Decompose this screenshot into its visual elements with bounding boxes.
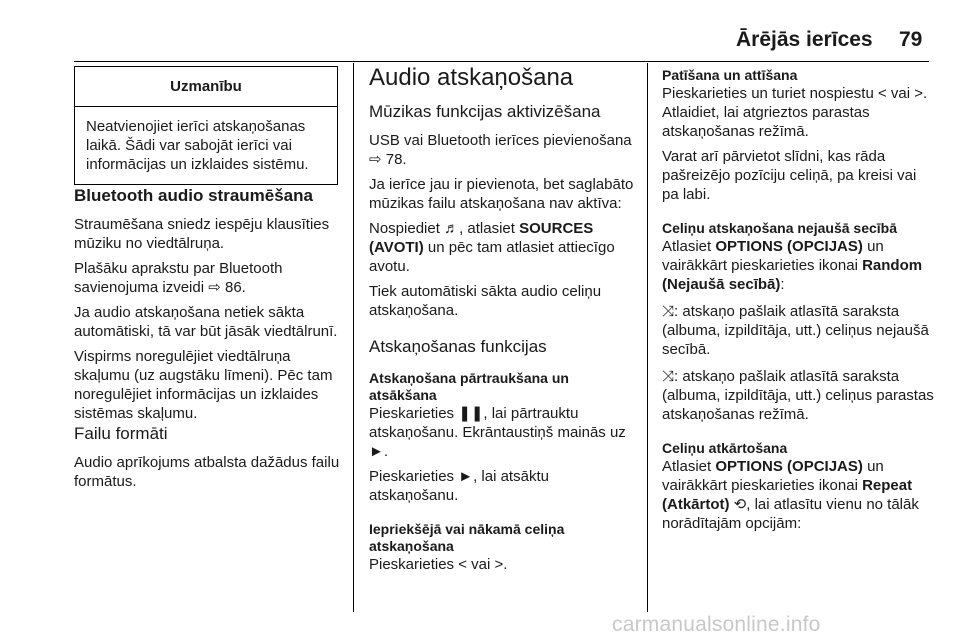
pause-resume-heading: Atskaņošana pārtraukšana un atsākšana xyxy=(369,370,569,403)
watermark: carmanualsonline.info xyxy=(612,613,821,636)
shuffle-on-icon: ⤨ xyxy=(662,303,675,320)
audio-playback-heading: Audio atskaņošana xyxy=(369,64,574,91)
resume-paragraph: Pieskarieties ►, lai atsāktu atskaņošanu. xyxy=(369,468,549,504)
prev-next-heading: Iepriekšējā vai nākamā celiņa atskaņošana xyxy=(369,521,565,554)
column-divider-right xyxy=(647,63,648,612)
file-formats-heading: Failu formāti xyxy=(74,424,168,443)
column-left xyxy=(74,63,340,491)
page-header-title: Ārējās ierīces xyxy=(736,28,873,51)
caution-body: Neatvienojiet ierīci atskaņošanas laikā. Šādi var sabojāt ierīci vai informācijas un izklaides sistēmu. xyxy=(86,118,309,173)
activate-paragraph-3: Nospiediet ♬, atlasiet SOURCES (AVOTI) un pēc tam atlasiet attiecīgo avotu. xyxy=(369,220,615,275)
bt-paragraph-3: Ja audio atskaņošana netiek sākta automātiski, tā var būt jāsāk viedtālrunī. xyxy=(74,304,338,340)
pause-paragraph: Pieskarieties ❚❚, lai pārtrauktu atskaņošanu. Ekrāntaustiņš mainās uz ►. xyxy=(369,405,626,460)
next-icon: > xyxy=(494,556,504,573)
reference-arrow-icon: ⇨ xyxy=(208,279,221,296)
caution-notice xyxy=(74,66,338,185)
options-label: OPTIONS (OPCIJAS) xyxy=(715,238,863,255)
activate-paragraph-4: Tiek automātiski sākta audio celiņu atskaņošana. xyxy=(369,283,602,319)
bluetooth-streaming-heading: Bluetooth audio straumēšana xyxy=(74,186,313,205)
random-heading: Celiņu atskaņošana nejaušā secībā xyxy=(662,220,897,236)
seek-paragraph-1: Pieskarieties un turiet nospiestu < vai >. Atlaidiet, lai atgrieztos parastas atskaņošanas režīmā. xyxy=(662,85,928,140)
shuffle-off-paragraph: ⤨: atskaņo pašlaik atlasītā saraksta (albuma, izpildītāja, utt.) celiņus parastas atskaņošanas režīmā. xyxy=(662,368,934,423)
repeat-paragraph: Atlasiet OPTIONS (OPCIJAS) un vairākkārt pieskarieties ikonai Repeat (Atkārtot) ⟲, lai atlasītu vienu no tālāk norādītajām opcijām: xyxy=(662,458,919,532)
pause-icon: ❚❚ xyxy=(458,405,484,422)
column-divider-left xyxy=(353,63,354,612)
previous-icon: < xyxy=(877,85,887,102)
activate-paragraph-2: Ja ierīce jau ir pievienota, bet saglabāto mūzikas failu atskaņošana nav aktīva: xyxy=(369,176,634,212)
page-number: 79 xyxy=(899,28,923,51)
column-middle xyxy=(369,63,637,574)
bt-paragraph-1: Straumēšana sniedz iespēju klausīties mūziku no viedtālruņa. xyxy=(74,216,330,252)
reference-arrow-icon: ⇨ xyxy=(369,151,382,168)
column-right xyxy=(662,63,934,533)
seek-heading: Patīšana un attīšana xyxy=(662,67,798,83)
header-rule xyxy=(74,61,929,62)
shuffle-off-icon: ⤨ xyxy=(662,368,675,385)
play-icon: ► xyxy=(458,468,474,485)
activate-paragraph-1: USB vai Bluetooth ierīces pievienošana ⇨ 78. xyxy=(369,132,632,168)
page-reference-link[interactable]: 86. xyxy=(225,279,246,296)
bt-paragraph-2: Plašāku aprakstu par Bluetooth savienojuma izveidi ⇨ 86. xyxy=(74,260,283,296)
random-paragraph: Atlasiet OPTIONS (OPCIJAS) un vairākkārt pieskarieties ikonai Random (Nejaušā secībā): xyxy=(662,238,923,293)
random-label: Random (Nejaušā secībā) xyxy=(662,257,923,293)
playback-functions-heading: Atskaņošanas funkcijas xyxy=(369,337,547,356)
file-formats-paragraph: Audio aprīkojums atbalsta dažādus failu formātus. xyxy=(74,454,340,490)
repeat-icon: ⟲ xyxy=(733,496,747,513)
prev-next-paragraph: Pieskarieties < vai >. xyxy=(369,556,508,573)
repeat-label: Repeat (Atkārtot) xyxy=(662,477,913,513)
sources-label: SOURCES (AVOTI) xyxy=(369,220,594,256)
activate-music-heading: Mūzikas funkcijas aktivizēšana xyxy=(369,102,601,121)
next-icon: > xyxy=(914,85,924,102)
seek-paragraph-2: Varat arī pārvietot slīdni, kas rāda pašreizējo pozīciju celiņā, pa kreisi vai pa labi. xyxy=(662,148,917,203)
music-note-icon: ♬ xyxy=(444,220,460,237)
play-icon: ► xyxy=(369,443,384,460)
shuffle-on-paragraph: ⤨: atskaņo pašlaik atlasītā saraksta (albuma, izpildītāja, utt.) celiņus nejaušā secībā. xyxy=(662,303,929,358)
bt-paragraph-4: Vispirms noregulējiet viedtālruņa skaļumu (uz augstāku līmeni). Pēc tam noregulējiet informācijas un izklaides sistēmas skaļumu. xyxy=(74,348,333,422)
page-reference-link[interactable]: 78. xyxy=(385,151,407,168)
caution-title: Uzmanību xyxy=(75,67,337,107)
repeat-heading: Celiņu atkārtošana xyxy=(662,440,788,456)
options-label: OPTIONS (OPCIJAS) xyxy=(715,458,863,475)
previous-icon: < xyxy=(458,556,467,573)
